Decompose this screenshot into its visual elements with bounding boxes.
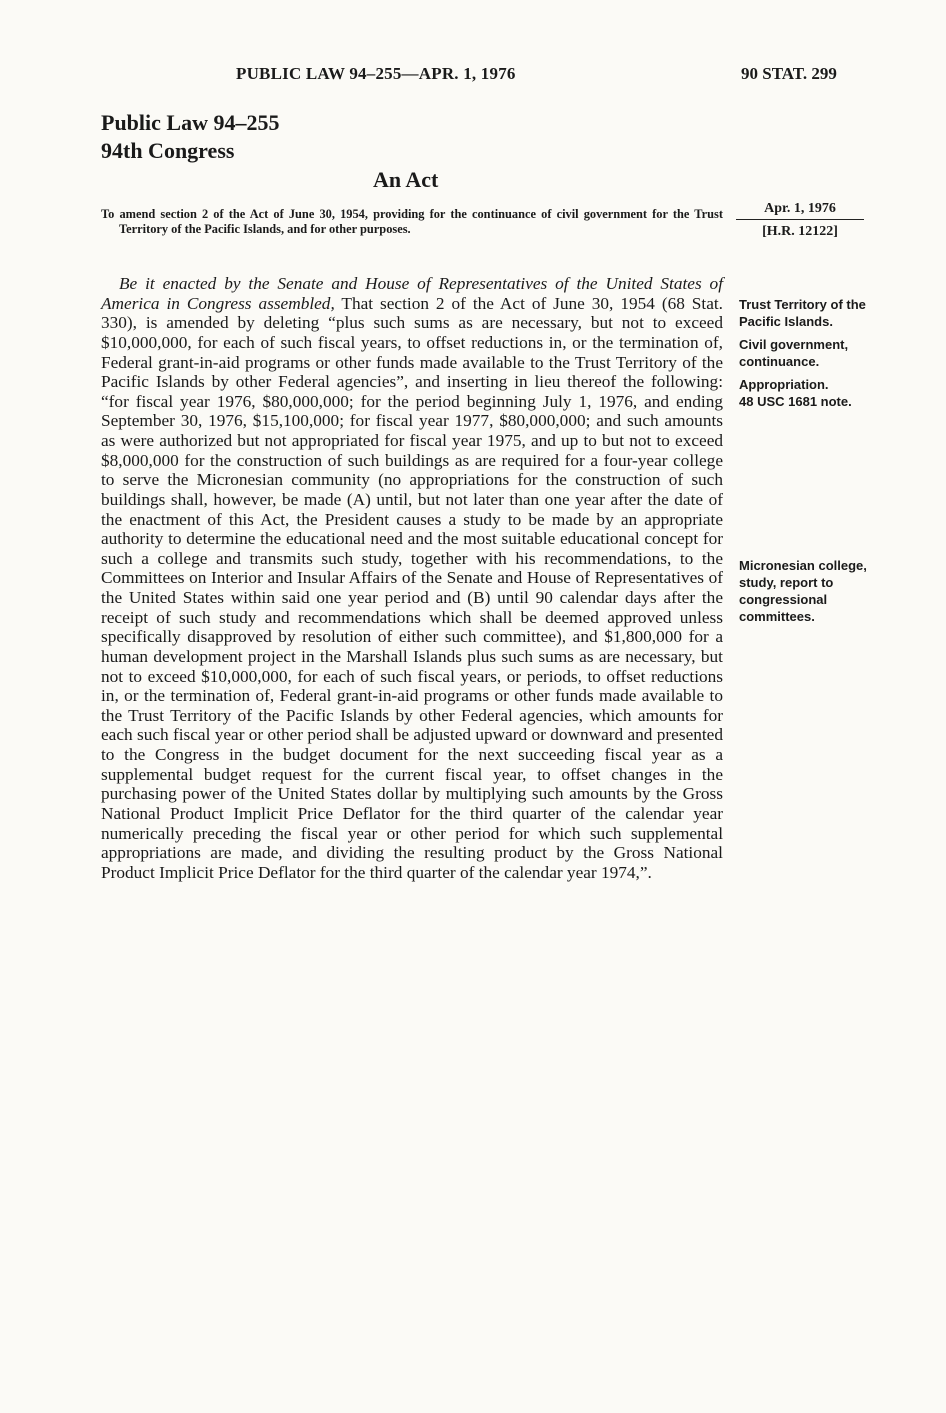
law-number-title: Public Law 94–255 [101,110,280,135]
margin-note-appropriation: Appropriation. [739,377,829,392]
statute-page-number: 90 STAT. 299 [741,64,837,83]
enactment-date: Apr. 1, 1976 [736,201,864,220]
running-header: PUBLIC LAW 94–255—APR. 1, 1976 [236,64,516,83]
purpose-text: To amend section 2 of the Act of June 30, 1954, providing for the continuance of civil government for the Trust Territory of the Pacific Islands, and for other purposes. [101,207,723,236]
margin-notes [739,296,879,624]
margin-note-trust-territory: Trust Territory of the Pacific Islands. [739,297,866,329]
act-heading: An Act [373,167,439,192]
act-body-text: That section 2 of the Act of June 30, 1954 (68 Stat. 330), is amended by deleting “plus such sums as are necessary, but not to exceed $10,000,000, for each of such fiscal years, to offset reductions in, or the termination of, Federal grant-in-aid programs or other funds made available to the Trust Territory of the Pacific Islands by other Federal agencies”, and inserting in lieu thereof the following: “for fiscal year 1976, $80,000,000; for the period beginning July 1, 1976, and ending September 30, 1976, $15,100,000; for fiscal year 1977, $80,000,000; and such amounts as were authorized but not appropriated for fiscal year 1975, and up to but not to exceed $8,000,000 for the construction of such buildings as are required for a four-year college to serve the Micronesian community (no appropriations for the construction of such buildings shall, however, be made (A) until, but not later than one year after the date of the enactment of this Act, the President causes a study to be made by an appropriate authority to determine the educational need and the most suitable educational concept for such a college and transmits such study, together with his recommendations, to the Committees on Interior and Insular Affairs of the Senate and House of Representatives of the United States within said one year period and (B) until 90 calendar days after the receipt of such study and recommendations which shall be deemed approved unless specifically disapproved by resolution of either such committee), and $1,800,000 for a human development project in the Marshall Islands plus such sums as are necessary, but not to exceed $10,000,000, for each of such fiscal years, or periods, to offset reductions in, or the termination of, Federal grant-in-aid programs or other funds made available to the Trust Territory of the Pacific Islands by other Federal agencies, which amounts for each such fiscal year or other period shall be adjusted upward or downward and presented to the Congress in the budget document for the next succeeding fiscal year as a supplemental budget request for the current fiscal year, to offset changes in the purchasing power of the United States dollar by multiplying such amounts by the Gross National Product Implicit Price Deflator for the third quarter of the calendar year numerically preceding the fiscal year or other period for which such supplemental appropriations are made, and dividing the resulting product by the Gross National Product Implicit Price Deflator for the third quarter of the calendar year 1974,”. [101,293,724,882]
act-body [101,274,723,882]
congress-title: 94th Congress [101,138,235,163]
margin-note-civil-government: Civil government, continuance. [739,337,849,369]
enacting-clause: Be it enacted by the Senate and House of Representatives of the United States of America in Congress assembled, [101,274,723,313]
margin-note-usc: 48 USC 1681 note. [739,394,852,409]
enactment-date-box [736,201,864,240]
bill-number: [H.R. 12122] [762,224,838,239]
margin-note-micronesian-college: Micronesian college, study, report to congressional committees. [739,558,867,624]
purpose-statement [101,207,723,237]
